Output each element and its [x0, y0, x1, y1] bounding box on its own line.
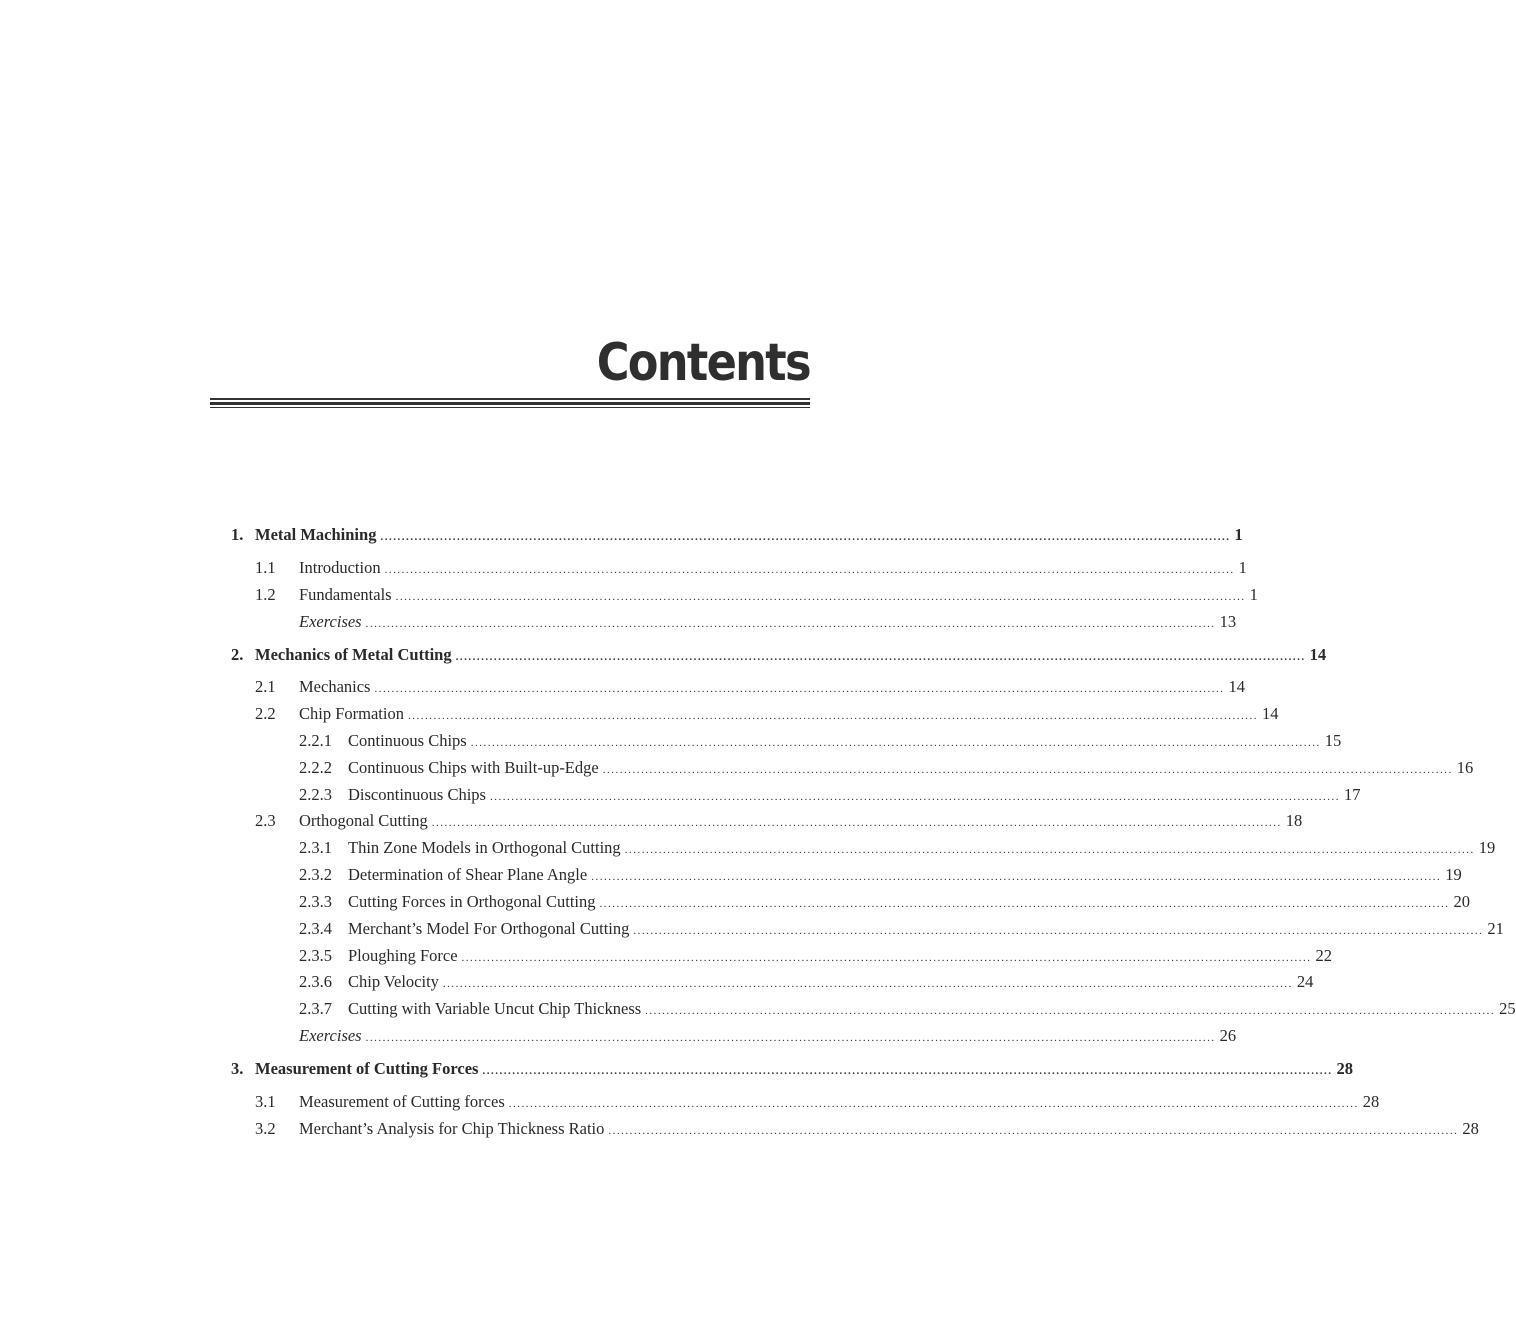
- toc-entry-number: 2.2.2: [299, 758, 332, 777]
- toc-entry-number: 1.2: [255, 585, 276, 604]
- dot-leader: ........................................................................................................................................................................................................: [365, 618, 1216, 630]
- toc-entry-title: Fundamentals: [299, 585, 392, 604]
- toc-entry-number: 2.3: [255, 811, 276, 830]
- toc-entry-page: 1: [1249, 585, 1258, 604]
- toc-entry-page: 28: [1462, 1119, 1479, 1138]
- rule-line: [210, 398, 810, 400]
- dot-leader: ........................................................................................................................................................................................................: [455, 651, 1306, 663]
- dot-leader: ........................................................................................................................................................................................................: [395, 591, 1246, 603]
- toc-entry: [255, 584, 1258, 606]
- page-title: Contents: [596, 333, 810, 393]
- dot-leader: ........................................................................................................................................................................................................: [482, 1065, 1333, 1077]
- toc-entry-title: Introduction: [299, 558, 381, 577]
- toc-entry-title: Thin Zone Models in Orthogonal Cutting: [348, 838, 621, 857]
- toc-entry: [299, 730, 1342, 752]
- rule-line: [210, 407, 810, 408]
- toc-entry-title: Chip Formation: [299, 704, 404, 723]
- toc-entry-page: 24: [1296, 972, 1314, 991]
- dot-leader: ........................................................................................................................................................................................................: [461, 952, 1312, 964]
- dot-leader: ........................................................................................................................................................................................................: [470, 737, 1321, 749]
- dot-leader: ........................................................................................................................................................................................................: [365, 1032, 1216, 1044]
- dot-leader: ........................................................................................................................................................................................................: [374, 683, 1225, 695]
- dot-leader: ........................................................................................................................................................................................................: [380, 531, 1231, 543]
- toc-entry-title: Merchant’s Analysis for Chip Thickness Ratio: [299, 1119, 605, 1138]
- dot-leader: ........................................................................................................................................................................................................: [599, 898, 1450, 910]
- toc-entry-number: 1.1: [255, 558, 276, 577]
- toc-entry-title: Merchant’s Model For Orthogonal Cutting: [348, 919, 630, 938]
- toc-entry-page: 28: [1336, 1059, 1353, 1078]
- toc-entry-number: 2.3.7: [299, 999, 332, 1018]
- toc-entry-number: 1.: [231, 525, 244, 544]
- toc-entry-title: Continuous Chips with Built-up-Edge: [348, 758, 599, 777]
- dot-leader: ........................................................................................................................................................................................................: [508, 1098, 1359, 1110]
- toc-entry-page: 25: [1499, 999, 1516, 1018]
- dot-leader: ........................................................................................................................................................................................................: [442, 978, 1293, 990]
- toc-entry-page: 22: [1315, 946, 1333, 965]
- toc-entry-title: Mechanics: [299, 677, 371, 696]
- toc-entry-title: Cutting Forces in Orthogonal Cutting: [348, 892, 596, 911]
- toc-entry: [231, 1058, 1353, 1080]
- dot-leader: ........................................................................................................................................................................................................: [407, 710, 1258, 722]
- dot-leader: ........................................................................................................................................................................................................: [633, 925, 1484, 937]
- toc-entry: [299, 784, 1361, 806]
- toc-entry-page: 20: [1453, 892, 1470, 911]
- toc-entry-number: 2.2.1: [299, 731, 332, 750]
- dot-leader: ........................................................................................................................................................................................................: [608, 1125, 1459, 1137]
- toc-entry-number: 2.3.1: [299, 838, 332, 857]
- toc-entry-number: 2.3.5: [299, 946, 332, 965]
- toc-entry-title: Measurement of Cutting forces: [299, 1092, 505, 1111]
- toc-entry: [255, 611, 1237, 633]
- toc-entry-number: 2.3.4: [299, 919, 332, 938]
- title-rule: [210, 398, 810, 408]
- toc-entry-page: 18: [1285, 811, 1303, 830]
- toc-entry-page: 19: [1478, 838, 1496, 857]
- toc-entry-number: 3.2: [255, 1119, 276, 1138]
- toc-entry-number: 2.3.2: [299, 865, 332, 884]
- rule-line: [210, 402, 810, 405]
- toc-entry-page: 16: [1456, 758, 1474, 777]
- toc-entry: [255, 557, 1247, 579]
- toc-entry-page: 14: [1309, 645, 1327, 664]
- toc-entry-title: Continuous Chips: [348, 731, 467, 750]
- toc-entry-number: 2.2: [255, 704, 276, 723]
- toc-entry-number: 3.1: [255, 1092, 276, 1111]
- toc-entry-title: Exercises: [299, 612, 362, 631]
- dot-leader: ........................................................................................................................................................................................................: [602, 764, 1453, 776]
- toc-entry: [255, 810, 1303, 832]
- dot-leader: ........................................................................................................................................................................................................: [384, 564, 1235, 576]
- toc-entry-title: Cutting with Variable Uncut Chip Thickness: [348, 999, 642, 1018]
- toc-entry-page: 28: [1362, 1092, 1380, 1111]
- toc-entry-page: 1: [1238, 558, 1247, 577]
- toc-entry: [299, 918, 1504, 940]
- toc-entry-page: 15: [1324, 731, 1342, 750]
- toc-entry: [299, 998, 1516, 1020]
- toc-entry: [255, 1091, 1380, 1113]
- toc-entry-number: 2.: [231, 645, 244, 664]
- toc-entry-title: Determination of Shear Plane Angle: [348, 865, 588, 884]
- dot-leader: ........................................................................................................................................................................................................: [645, 1005, 1496, 1017]
- toc-entry: [299, 891, 1470, 913]
- dot-leader: ........................................................................................................................................................................................................: [431, 817, 1282, 829]
- toc-entry-number: 2.3.3: [299, 892, 332, 911]
- toc-entry: [299, 757, 1474, 779]
- toc-entry-title: Discontinuous Chips: [348, 785, 486, 804]
- toc-entry-number: 2.2.3: [299, 785, 332, 804]
- toc-entry-title: Measurement of Cutting Forces: [255, 1059, 479, 1078]
- toc-entry-title: Orthogonal Cutting: [299, 811, 428, 830]
- dot-leader: ........................................................................................................................................................................................................: [624, 844, 1475, 856]
- toc-entry: [255, 1118, 1479, 1140]
- toc-entry-number: 2.1: [255, 677, 276, 696]
- toc-entry: [299, 945, 1333, 967]
- toc-entry: [255, 1025, 1237, 1047]
- toc-entry-title: Mechanics of Metal Cutting: [255, 645, 452, 664]
- toc-entry: [299, 864, 1462, 886]
- toc-entry-number: 2.3.6: [299, 972, 332, 991]
- toc-entry-page: 17: [1343, 785, 1361, 804]
- toc-entry-page: 13: [1219, 612, 1237, 631]
- toc-entry: [255, 676, 1245, 698]
- toc-entry-page: 26: [1219, 1026, 1237, 1045]
- toc-entry-title: Chip Velocity: [348, 972, 439, 991]
- dot-leader: ........................................................................................................................................................................................................: [591, 871, 1442, 883]
- toc-entry-title: Metal Machining: [255, 525, 377, 544]
- toc-entry-page: 14: [1261, 704, 1279, 723]
- toc-entry: [255, 703, 1279, 725]
- toc-entry: [299, 971, 1314, 993]
- toc-entry-title: Exercises: [299, 1026, 362, 1045]
- dot-leader: ........................................................................................................................................................................................................: [489, 791, 1340, 803]
- toc-entry-page: 21: [1487, 919, 1504, 938]
- toc-entry: [231, 644, 1327, 666]
- toc-entry-title: Ploughing Force: [348, 946, 458, 965]
- toc-entry: [299, 837, 1496, 859]
- toc-entry-page: 1: [1234, 525, 1243, 544]
- toc-entry-page: 14: [1228, 677, 1245, 696]
- toc-entry: [231, 524, 1243, 546]
- toc-entry-page: 19: [1445, 865, 1462, 884]
- toc-entry-number: 3.: [231, 1059, 244, 1078]
